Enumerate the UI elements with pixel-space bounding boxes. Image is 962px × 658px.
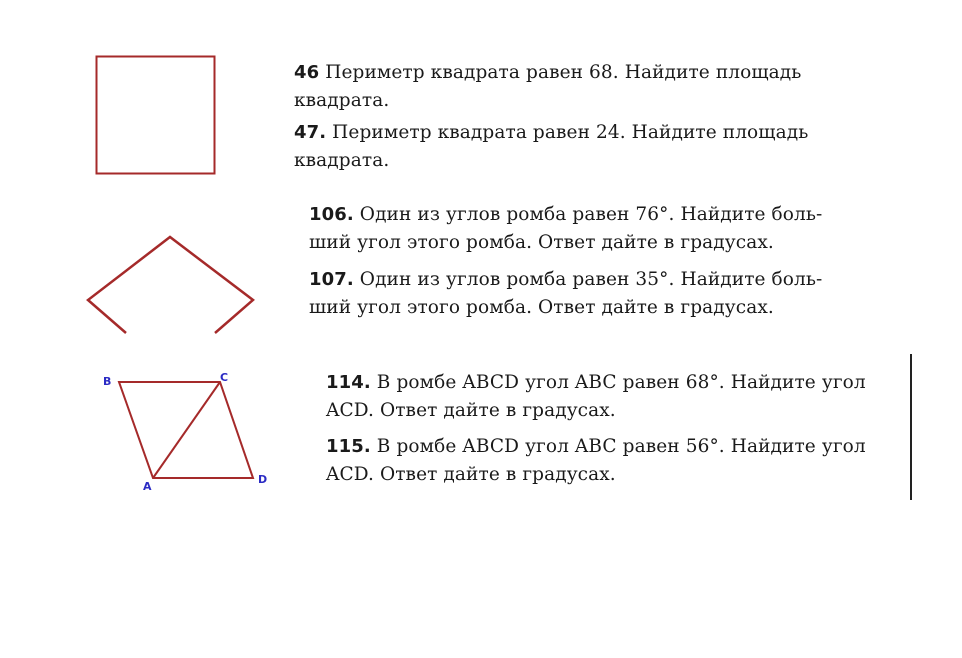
problem-number: 106. xyxy=(309,204,354,225)
square-figure xyxy=(90,50,220,180)
problem-number: 46 xyxy=(294,62,320,83)
problem-text: Один из углов ромба равен 76°. Найдите боль- xyxy=(359,204,823,225)
problem-text-cont: ACD. Ответ дайте в градусах. xyxy=(326,464,616,485)
rhombus-diagonal-ac xyxy=(153,382,220,478)
problem-47 xyxy=(294,119,808,175)
vertex-label-b: B xyxy=(103,375,112,388)
problem-text: Периметр квадрата равен 24. Найдите площадь xyxy=(332,122,809,143)
problem-114 xyxy=(326,369,866,425)
vertex-label-d: D xyxy=(258,473,268,486)
vertex-label-c: C xyxy=(220,371,229,384)
problem-text: Периметр квадрата равен 68. Найдите площадь xyxy=(325,62,802,83)
problem-text-cont: ший угол этого ромба. Ответ дайте в градусах. xyxy=(309,297,774,318)
vertex-label-a: A xyxy=(143,480,152,493)
problem-text-cont: ший угол этого ромба. Ответ дайте в градусах. xyxy=(309,232,774,253)
problem-text-cont: квадрата. xyxy=(294,150,390,171)
problem-text-cont: квадрата. xyxy=(294,90,390,111)
problem-number: 47. xyxy=(294,122,327,143)
rhombus-abcd-figure xyxy=(96,368,276,496)
problem-106 xyxy=(309,201,822,257)
vertical-divider xyxy=(910,354,912,500)
problem-text: В ромбе ABCD угол ABC равен 68°. Найдите угол xyxy=(376,372,866,393)
problem-number: 107. xyxy=(309,269,354,290)
square-shape xyxy=(97,57,215,174)
problem-text-cont: ACD. Ответ дайте в градусах. xyxy=(326,400,616,421)
problem-text: В ромбе ABCD угол ABC равен 56°. Найдите угол xyxy=(376,436,866,457)
problem-number: 115. xyxy=(326,436,371,457)
problem-number: 114. xyxy=(326,372,371,393)
problem-107 xyxy=(309,266,822,322)
problem-46 xyxy=(294,59,801,115)
problem-115 xyxy=(326,433,866,489)
problem-text: Один из углов ромба равен 35°. Найдите боль- xyxy=(359,269,823,290)
rhombus-partial-shape xyxy=(88,237,253,333)
rhombus-partial-figure xyxy=(80,230,260,336)
